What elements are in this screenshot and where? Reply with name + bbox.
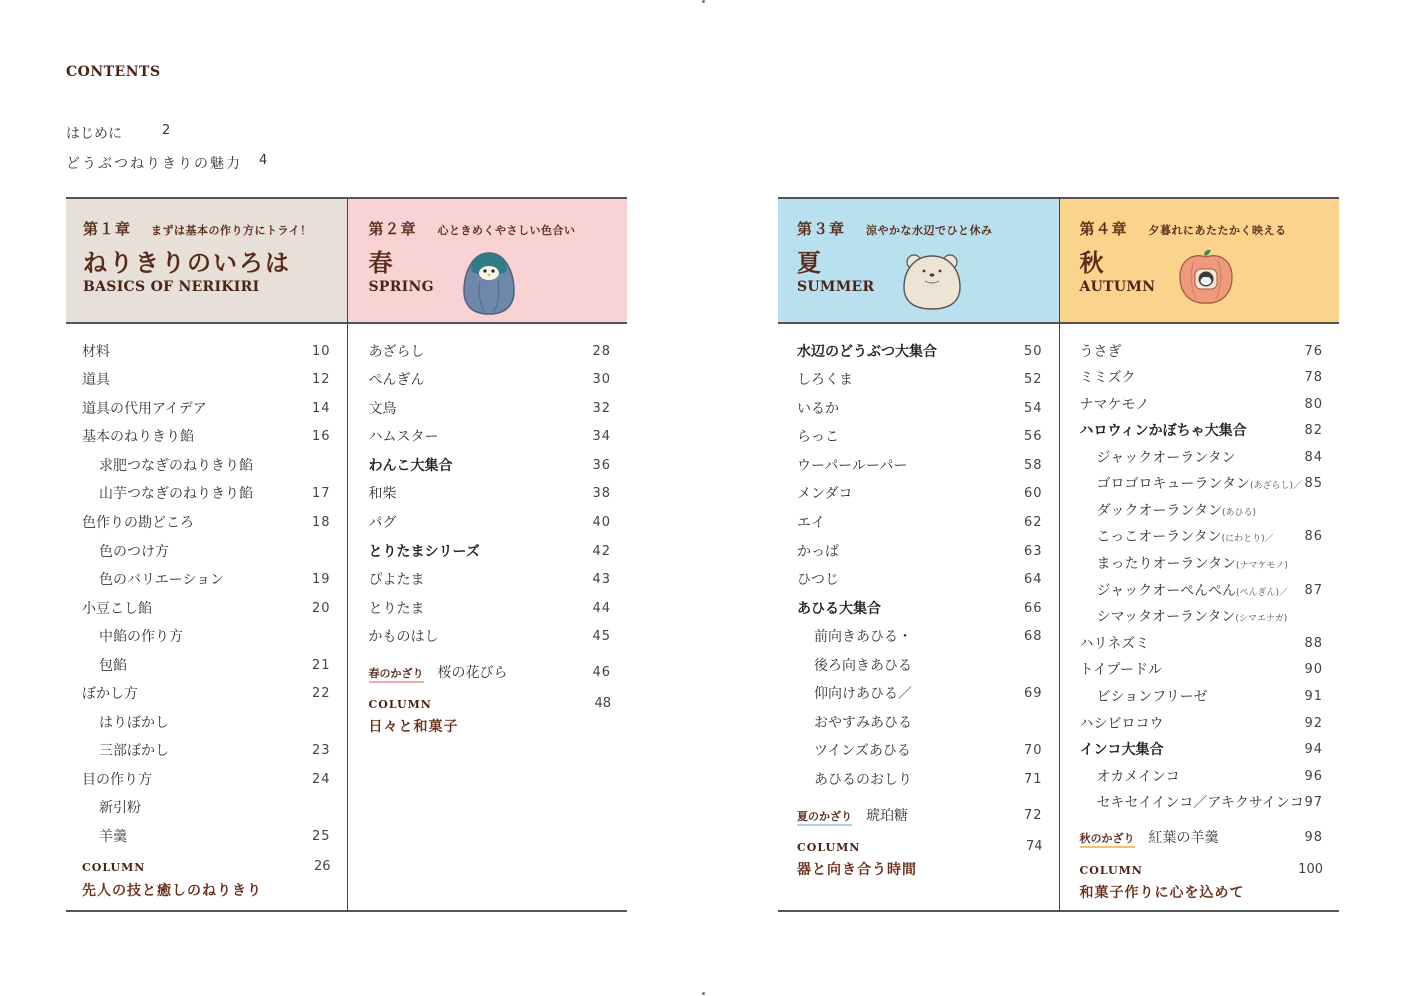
intro-label: はじめに — [66, 126, 122, 142]
chapter-number: 第２章 — [368, 220, 417, 238]
column-page: 48 — [594, 696, 611, 711]
kazari-tag: 春のかざり — [369, 667, 424, 683]
toc-entry[interactable]: 仰向けあひる／ 69 — [814, 686, 1043, 702]
chapter-title: ねりきりのいろは — [83, 249, 291, 277]
chapter-title: 夏 — [797, 249, 823, 277]
intro-page: 2 — [162, 123, 171, 138]
toc-entry[interactable]: セキセイインコ／アキクサインコ 97 — [1096, 795, 1323, 811]
toc-entry[interactable]: 中餡の作り方 — [99, 629, 183, 645]
toc-entry[interactable]: 和柴 38 — [368, 486, 611, 502]
chapter-english-title: SUMMER — [797, 279, 875, 295]
kazari-entry[interactable]: 夏のかざり 琥珀糖 72 — [797, 808, 1043, 824]
chapter-subtitle: 夕暮れにあたたかく映える — [1148, 224, 1287, 237]
chapter-number: 第４章 — [1079, 220, 1128, 238]
toc-entry[interactable]: 包餡 21 — [99, 658, 331, 674]
toc-entry[interactable]: 水辺のどうぶつ大集合 50 — [797, 344, 1043, 360]
toc-entry[interactable]: ウーパールーパー 58 — [797, 458, 1043, 474]
toc-entry[interactable]: いるか 54 — [797, 401, 1043, 417]
chapter-4-column — [1059, 197, 1340, 912]
toc-entry[interactable]: 材料 10 — [82, 344, 331, 360]
intro-label: どうぶつねりきりの魅力 — [66, 156, 242, 172]
toc-entry[interactable]: 色のバリエーション 19 — [99, 572, 331, 588]
intro-item-hajimeni[interactable] — [66, 123, 171, 143]
chapter-2-header — [348, 199, 628, 324]
chapter-title: 秋 — [1079, 249, 1106, 277]
column-title[interactable]: 器と向き合う時間 — [797, 862, 917, 878]
chapter-english-title: BASICS OF NERIKIRI — [83, 279, 260, 295]
polar-bear-illustration — [900, 251, 964, 311]
toc-entry[interactable]: ナマケモノ 80 — [1079, 397, 1323, 413]
toc-entry[interactable]: 羊羹 25 — [99, 829, 331, 845]
column-title[interactable]: 日々と和菓子 — [368, 719, 459, 735]
toc-entry[interactable]: かものはし 45 — [368, 629, 611, 645]
chapter-1-header — [66, 199, 347, 324]
toc-entry[interactable]: オカメインコ 96 — [1096, 769, 1323, 785]
toc-entry[interactable]: 基本のねりきり餡 16 — [82, 429, 331, 445]
toc-entry[interactable]: 求肥つなぎのねりきり餡 — [99, 458, 253, 474]
toc-entry[interactable]: 目の作り方 24 — [82, 772, 331, 788]
column-page: 74 — [1025, 839, 1043, 854]
column-tag: COLUMN — [82, 861, 146, 874]
toc-entry[interactable]: あひる大集合 66 — [797, 601, 1043, 617]
toc-entry[interactable]: とりたま 44 — [368, 601, 611, 617]
kazari-entry[interactable]: 秋のかざり 紅葉の羊羹 98 — [1079, 830, 1323, 846]
right-page-toc — [778, 197, 1339, 912]
intro-item-miryoku[interactable] — [66, 153, 270, 173]
toc-entry[interactable]: あざらし 28 — [368, 344, 611, 360]
chapter-number: 第３章 — [797, 220, 846, 238]
toc-entry[interactable]: メンダコ 60 — [797, 486, 1043, 502]
toc-entry[interactable]: ハシビロコウ 92 — [1079, 716, 1323, 732]
column-page: 26 — [313, 859, 331, 874]
toc-entry[interactable]: とりたまシリーズ 42 — [368, 544, 611, 560]
chapter-english-title: AUTUMN — [1079, 279, 1156, 295]
page-fold-mark-top — [702, 0, 705, 3]
toc-entry[interactable]: まったりオーランタン(ナマケモノ) — [1096, 556, 1288, 572]
toc-entry[interactable]: ぴよたま 43 — [368, 572, 611, 588]
chapter-english-title: SPRING — [368, 279, 434, 295]
toc-entry[interactable]: ジャックオーぺんぺん(ぺんぎん)／ 87 — [1096, 583, 1323, 599]
column-tag: COLUMN — [1079, 864, 1143, 877]
chapter-number: 第１章 — [83, 220, 132, 238]
toc-entry[interactable]: 後ろ向きあひる — [814, 658, 912, 674]
chapter-subtitle: 心ときめくやさしい色合い — [437, 224, 576, 237]
toc-entry[interactable]: ビションフリーゼ 91 — [1096, 689, 1323, 705]
toc-entry[interactable]: ツインズあひる 70 — [814, 743, 1043, 759]
toc-entry[interactable]: 前向きあひる・ 68 — [814, 629, 1043, 645]
toc-entry[interactable]: パグ 40 — [368, 515, 611, 531]
contents-heading: CONTENTS — [66, 64, 161, 80]
chapter-1-column — [66, 197, 347, 912]
toc-entry[interactable]: 色作りの勘どころ 18 — [82, 515, 331, 531]
toc-entry[interactable]: 道具 12 — [82, 372, 331, 388]
chapter-title: 春 — [368, 249, 395, 277]
toc-entry[interactable]: 道具の代用アイデア 14 — [82, 401, 331, 417]
toc-entry[interactable]: ダックオーランタン(あひる) — [1096, 503, 1256, 519]
chapter-subtitle: まずは基本の作り方にトライ！ — [151, 224, 312, 237]
toc-entry[interactable]: ハムスター 34 — [368, 429, 611, 445]
pumpkin-penguin-illustration — [1174, 247, 1238, 307]
kazari-entry[interactable]: 春のかざり 桜の花びら 46 — [368, 665, 611, 681]
kazari-tag: 秋のかざり — [1080, 832, 1135, 848]
toc-entry[interactable]: しろくま 52 — [797, 372, 1043, 388]
toc-entry[interactable]: シマッタオーランタン(シマエナガ) — [1096, 609, 1288, 625]
chapter-4-header — [1060, 199, 1340, 324]
toc-entry[interactable]: うさぎ 76 — [1079, 344, 1323, 360]
toc-entry[interactable]: ゴロゴロキューランタン(あざらし)／ 85 — [1096, 476, 1323, 492]
column-tag: COLUMN — [368, 698, 432, 711]
toc-entry[interactable]: トイプードル 90 — [1079, 662, 1323, 678]
toc-entry[interactable]: こっこオーランタン(にわとり)／ 86 — [1096, 529, 1323, 545]
chapter-2-column — [347, 197, 628, 912]
toc-entry[interactable]: ジャックオーランタン 84 — [1096, 450, 1323, 466]
toc-entry[interactable]: 新引粉 — [99, 800, 141, 816]
toc-entry[interactable]: かっぱ 63 — [797, 544, 1043, 560]
toc-entry[interactable]: ひつじ 64 — [797, 572, 1043, 588]
toc-entry[interactable]: インコ大集合 94 — [1079, 742, 1323, 758]
penguin-illustration — [458, 249, 520, 317]
chapter-3-column — [778, 197, 1059, 912]
toc-entry[interactable]: ハロウィンかぼちゃ大集合 82 — [1079, 423, 1323, 439]
toc-entry[interactable]: はりぼかし — [99, 715, 169, 731]
toc-entry[interactable]: ぼかし方 22 — [82, 686, 331, 702]
kazari-tag: 夏のかざり — [797, 810, 852, 826]
left-page-toc — [66, 197, 627, 912]
column-page: 100 — [1298, 862, 1323, 877]
toc-entry[interactable]: 山芋つなぎのねりきり餡 17 — [99, 486, 331, 502]
chapter-subtitle: 涼やかな水辺でひと休み — [866, 224, 993, 237]
column-tag: COLUMN — [797, 841, 861, 854]
toc-entry[interactable]: おやすみあひる — [814, 715, 912, 731]
toc-entry[interactable]: ミミズク 78 — [1079, 370, 1323, 386]
toc-entry[interactable]: 小豆こし餡 20 — [82, 601, 331, 617]
toc-entry[interactable]: ぺんぎん 30 — [368, 372, 611, 388]
toc-entry[interactable]: ハリネズミ 88 — [1079, 636, 1323, 652]
page-fold-mark-bottom — [702, 992, 705, 995]
chapter-3-header — [778, 199, 1059, 324]
toc-entry[interactable]: 三部ぼかし 23 — [99, 743, 331, 759]
toc-entry[interactable]: エイ 62 — [797, 515, 1043, 531]
toc-entry[interactable]: 色のつけ方 — [99, 544, 169, 560]
column-title[interactable]: 先人の技と癒しのねりきり — [82, 883, 262, 899]
toc-entry[interactable]: 文鳥 32 — [368, 401, 611, 417]
toc-entry[interactable]: らっこ 56 — [797, 429, 1043, 445]
column-title[interactable]: 和菓子作りに心を込めて — [1079, 885, 1245, 901]
intro-page: 4 — [259, 153, 270, 168]
toc-entry[interactable]: あひるのおしり 71 — [814, 772, 1043, 788]
toc-entry[interactable]: わんこ大集合 36 — [368, 458, 611, 474]
